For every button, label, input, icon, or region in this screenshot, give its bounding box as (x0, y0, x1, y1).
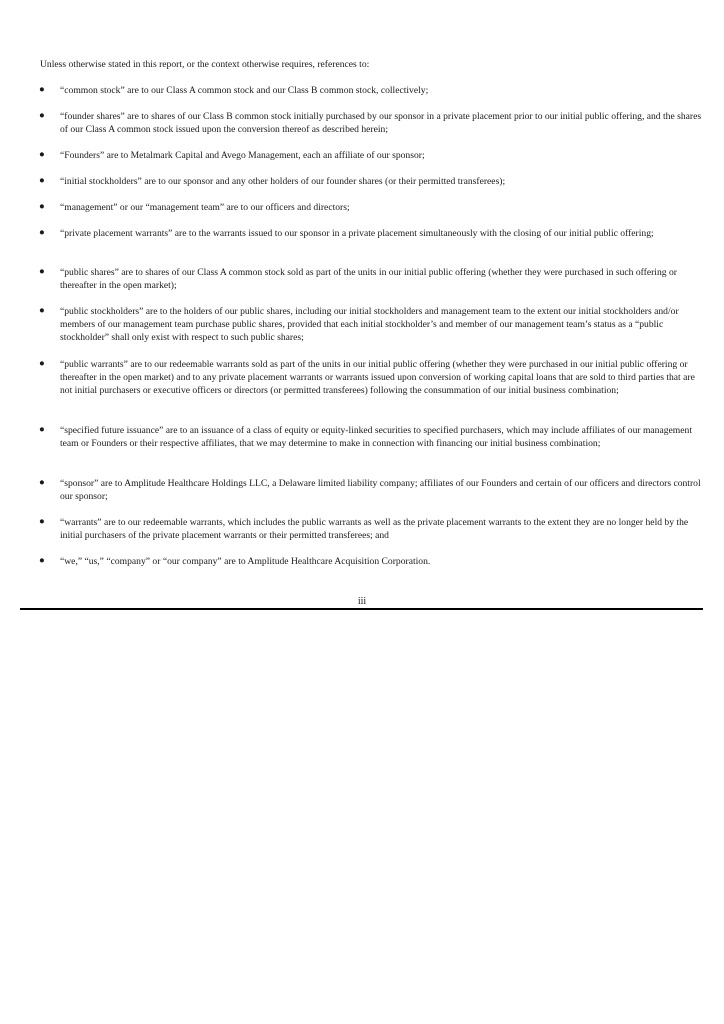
definition-text: “founder shares” are to shares of our Class B common stock initially purchased by our sponsor in a private placement prior to our initial public offering, and the shares of our Class A common stock issued upon the conversion thereof as described herein; (60, 111, 702, 135)
bullet-icon: ● (39, 358, 45, 369)
definition-text: “specified future issuance” are to an issuance of a class of equity or equity-linked securities to specified purchasers, which may include affiliates of our management team or Founders or their respective affiliates, that we may determine to make in connection with financing our initial business combination; (60, 425, 692, 449)
definition-text: “public warrants” are to our redeemable warrants sold as part of the units in our initial public offering (whether they were purchased in our initial public offering or thereafter in the open market) and to any private placement warrants or warrants issued upon conversion of working capital loans that are sold to third parties that are not initial purchasers or executive officers or directors (or permitted transferees) following the consummation of our initial business combination; (60, 359, 695, 396)
definition-text: “we,” “us,” “company” or “our company” are to Amplitude Healthcare Acquisition Corporation. (60, 556, 431, 567)
definition-text: “sponsor” are to Amplitude Healthcare Holdings LLC, a Delaware limited liability company; affiliates of our Founders and certain of our officers and directors control our sponsor; (60, 478, 701, 502)
bullet-icon: ● (39, 266, 45, 277)
definition-text: “Founders” are to Metalmark Capital and Avego Management, each an affiliate of our sponsor; (60, 150, 425, 161)
bullet-icon: ● (39, 227, 45, 238)
bullet-icon: ● (39, 555, 45, 566)
definition-text: “management” or our “management team” are to our officers and directors; (60, 202, 350, 213)
bullet-icon: ● (39, 516, 45, 527)
definition-text: “initial stockholders” are to our sponsor and any other holders of our founder shares (or their permitted transferees); (60, 176, 506, 187)
definition-text: “common stock” are to our Class A common stock and our Class B common stock, collectively; (60, 85, 429, 96)
definition-text: “public stockholders” are to the holders of our public shares, including our initial stockholders and management team to the extent our initial stockholders and/or members of our management team purchase public shares, provided that each initial stockholder’s and member of our management team’s status as a “public stockholder” shall only exist with respect to such public shares; (60, 306, 679, 343)
definition-text: “warrants” are to our redeemable warrants, which includes the public warrants as well as the private placement warrants to the extent they are no longer held by the initial purchasers of the private placement warrants or their permitted transferees; and (60, 517, 689, 541)
intro-paragraph: Unless otherwise stated in this report, or the context otherwise requires, references to: (40, 59, 370, 70)
bullet-icon: ● (39, 305, 45, 316)
bullet-icon: ● (39, 201, 45, 212)
bullet-icon: ● (39, 424, 45, 435)
bullet-icon: ● (39, 175, 45, 186)
bullet-icon: ● (39, 477, 45, 488)
definition-text: “private placement warrants” are to the warrants issued to our sponsor in a private placement simultaneously with the closing of our initial public offering; (60, 228, 654, 239)
definition-text: “public shares” are to shares of our Class A common stock sold as part of the units in our initial public offering (whether they were purchased in such offering or thereafter in the open market); (60, 267, 677, 291)
page-number: iii (357, 596, 367, 607)
bullet-icon: ● (39, 84, 45, 95)
bullet-icon: ● (39, 149, 45, 160)
footer-divider (20, 608, 703, 610)
bullet-icon: ● (39, 110, 45, 121)
